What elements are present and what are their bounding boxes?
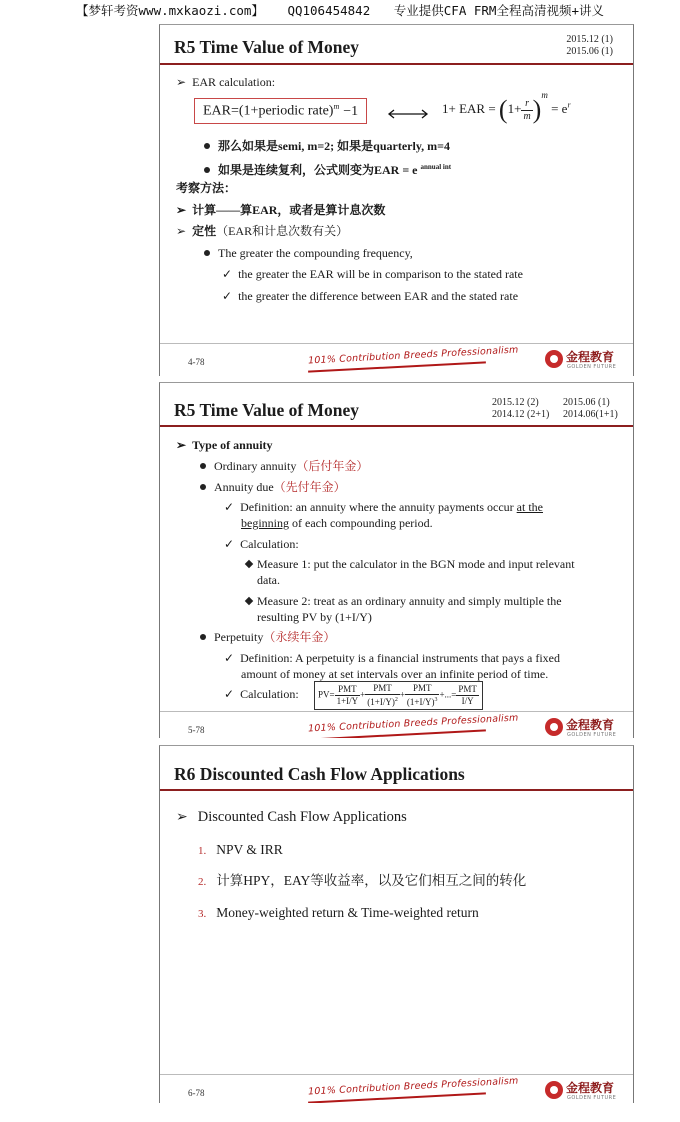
- header-qq: QQ106454842: [287, 3, 371, 18]
- measure-2-cont: resulting PV by (1+I/Y): [257, 610, 372, 624]
- title-rule: [160, 63, 633, 65]
- tick-line-1: ✓ the greater the EAR will be in comparison to the stated rate: [222, 267, 523, 281]
- qual-line: ➢ 定性（EAR和计息次数有关）: [176, 224, 349, 238]
- double-arrow-icon: [386, 107, 430, 121]
- diamond-bullet-icon: [245, 597, 253, 605]
- slide-title: R6 Discounted Cash Flow Applications: [174, 764, 465, 784]
- logo-icon: [545, 718, 563, 736]
- perp-definition: ✓ Definition: A perpetuity is a financial instruments that pays a fixed: [224, 651, 560, 665]
- bullet-continuous: 如果是连续复利，公式则变为EAR = e $^{annual int}$: [204, 160, 451, 178]
- title-rule: [160, 789, 633, 791]
- logo-icon: [545, 350, 563, 368]
- check-icon: ✓: [224, 500, 235, 514]
- check-icon: ✓: [222, 289, 233, 303]
- annuity-due: Annuity due（先付年金）: [200, 480, 346, 495]
- slide-footer: [160, 711, 633, 738]
- due-definition-cont: beginning of each compounding period.: [241, 516, 433, 530]
- header-right: 专业提供CFA FRM全程高清视频+讲义: [393, 3, 604, 18]
- measure-1: Measure 1: put the calculator in the BGN mode and input relevant: [246, 557, 575, 572]
- ear-calc-heading: ➢ EAR calculation:: [176, 75, 276, 89]
- list-item: 3. Money-weighted return & Time-weighted return: [198, 905, 479, 920]
- pv-formula-box: PV= $\frac{\text{PMT}}{1+I/Y}$ + $\frac{\text{PMT}}{(1+I/Y)^2}$ + $\frac{\text{PMT}}{(1+I/Y)^3}$ +...= $\frac{\text{PMT}}{I/Y}$: [314, 681, 483, 710]
- bullet-semi-quarterly: 那么如果是semi, m=2; 如果是quarterly, m=4: [204, 139, 450, 154]
- slide-1: [159, 24, 634, 376]
- ordinary-annuity: Ordinary annuity（后付年金）: [200, 459, 368, 474]
- perpetuity: Perpetuity（永续年金）: [200, 630, 335, 645]
- arrow-bullet-icon: ➢: [176, 75, 187, 89]
- slide-title: R5 Time Value of Money: [174, 400, 360, 420]
- due-definition: ✓ Definition: an annuity where the annuity payments occur at the: [224, 500, 543, 514]
- list-item: 1. NPV & IRR: [198, 842, 283, 857]
- perp-definition-cont: amount of money at set intervals over an infinite period of time.: [241, 667, 549, 681]
- header-left: 【梦轩考资www.mxkaozi.com】: [76, 3, 264, 18]
- page-number: 6-78: [188, 1088, 205, 1098]
- slide-footer: [160, 1074, 633, 1103]
- tick-line-2: ✓ the greater the difference between EAR and the stated rate: [222, 289, 519, 303]
- check-icon: ✓: [224, 537, 235, 551]
- method-heading: 考察方法：: [176, 181, 237, 195]
- slide-dates-col2: 2015.06 (1) 2014.06(1+1): [563, 397, 618, 420]
- slide-dates-col1: 2015.12 (2) 2014.12 (2+1): [492, 397, 550, 420]
- slogan: 101% Contribution Breeds Professionalism: [307, 1075, 519, 1098]
- golden-future-logo: 金程教育 GOLDEN FUTURE: [545, 716, 625, 738]
- title-rule: [160, 425, 633, 427]
- annuity-type-heading: ➢ Type of annuity: [176, 438, 273, 452]
- check-icon: ✓: [224, 651, 235, 665]
- page-number: 4-78: [188, 357, 205, 367]
- slide-dates: 2015.12 (1) 2015.06 (1): [566, 34, 613, 57]
- top-header: [0, 0, 680, 22]
- measure-2: Measure 2: treat as an ordinary annuity and simply multiple the: [246, 594, 562, 609]
- check-icon: ✓: [222, 267, 233, 281]
- golden-future-logo: 金程教育 GOLDEN FUTURE: [545, 1079, 625, 1103]
- due-calculation: ✓ Calculation:: [224, 537, 299, 551]
- perp-calculation: ✓ Calculation:: [224, 687, 299, 701]
- slide-2: [159, 382, 634, 738]
- check-icon: ✓: [224, 687, 235, 701]
- golden-future-logo: 金程教育 GOLDEN FUTURE: [545, 348, 625, 374]
- slide-title: R5 Time Value of Money: [174, 37, 360, 57]
- measure-1-cont: data.: [257, 573, 280, 587]
- logo-icon: [545, 1081, 563, 1099]
- arrow-bullet-icon: ➢: [176, 438, 187, 452]
- dcf-heading: ➢ Discounted Cash Flow Applications: [176, 809, 407, 825]
- arrow-bullet-icon: ➢: [176, 224, 187, 238]
- slogan: 101% Contribution Breeds Professionalism: [307, 344, 519, 367]
- calc-line: ➢ 计算——算EAR，或者是算计息次数: [176, 203, 386, 217]
- slide-footer: [160, 343, 633, 376]
- page-number: 5-78: [188, 725, 205, 735]
- list-item: 2. 计算HPY，EAY等收益率，以及它们相互之间的转化: [198, 873, 527, 888]
- greater-line: The greater the compounding frequency,: [204, 246, 413, 261]
- ear-formula-box: EAR=(1+periodic rate)$^m$ −1: [194, 98, 367, 124]
- slogan: 101% Contribution Breeds Professionalism: [307, 712, 519, 735]
- ear-continuous-formula: 1+ EAR = (1+ $\frac{r}{m}$ )$^m = e^r$: [442, 89, 571, 124]
- arrow-bullet-icon: ➢: [176, 203, 187, 217]
- slide-3: [159, 745, 634, 1103]
- diamond-bullet-icon: [245, 560, 253, 568]
- arrow-bullet-icon: ➢: [176, 810, 188, 825]
